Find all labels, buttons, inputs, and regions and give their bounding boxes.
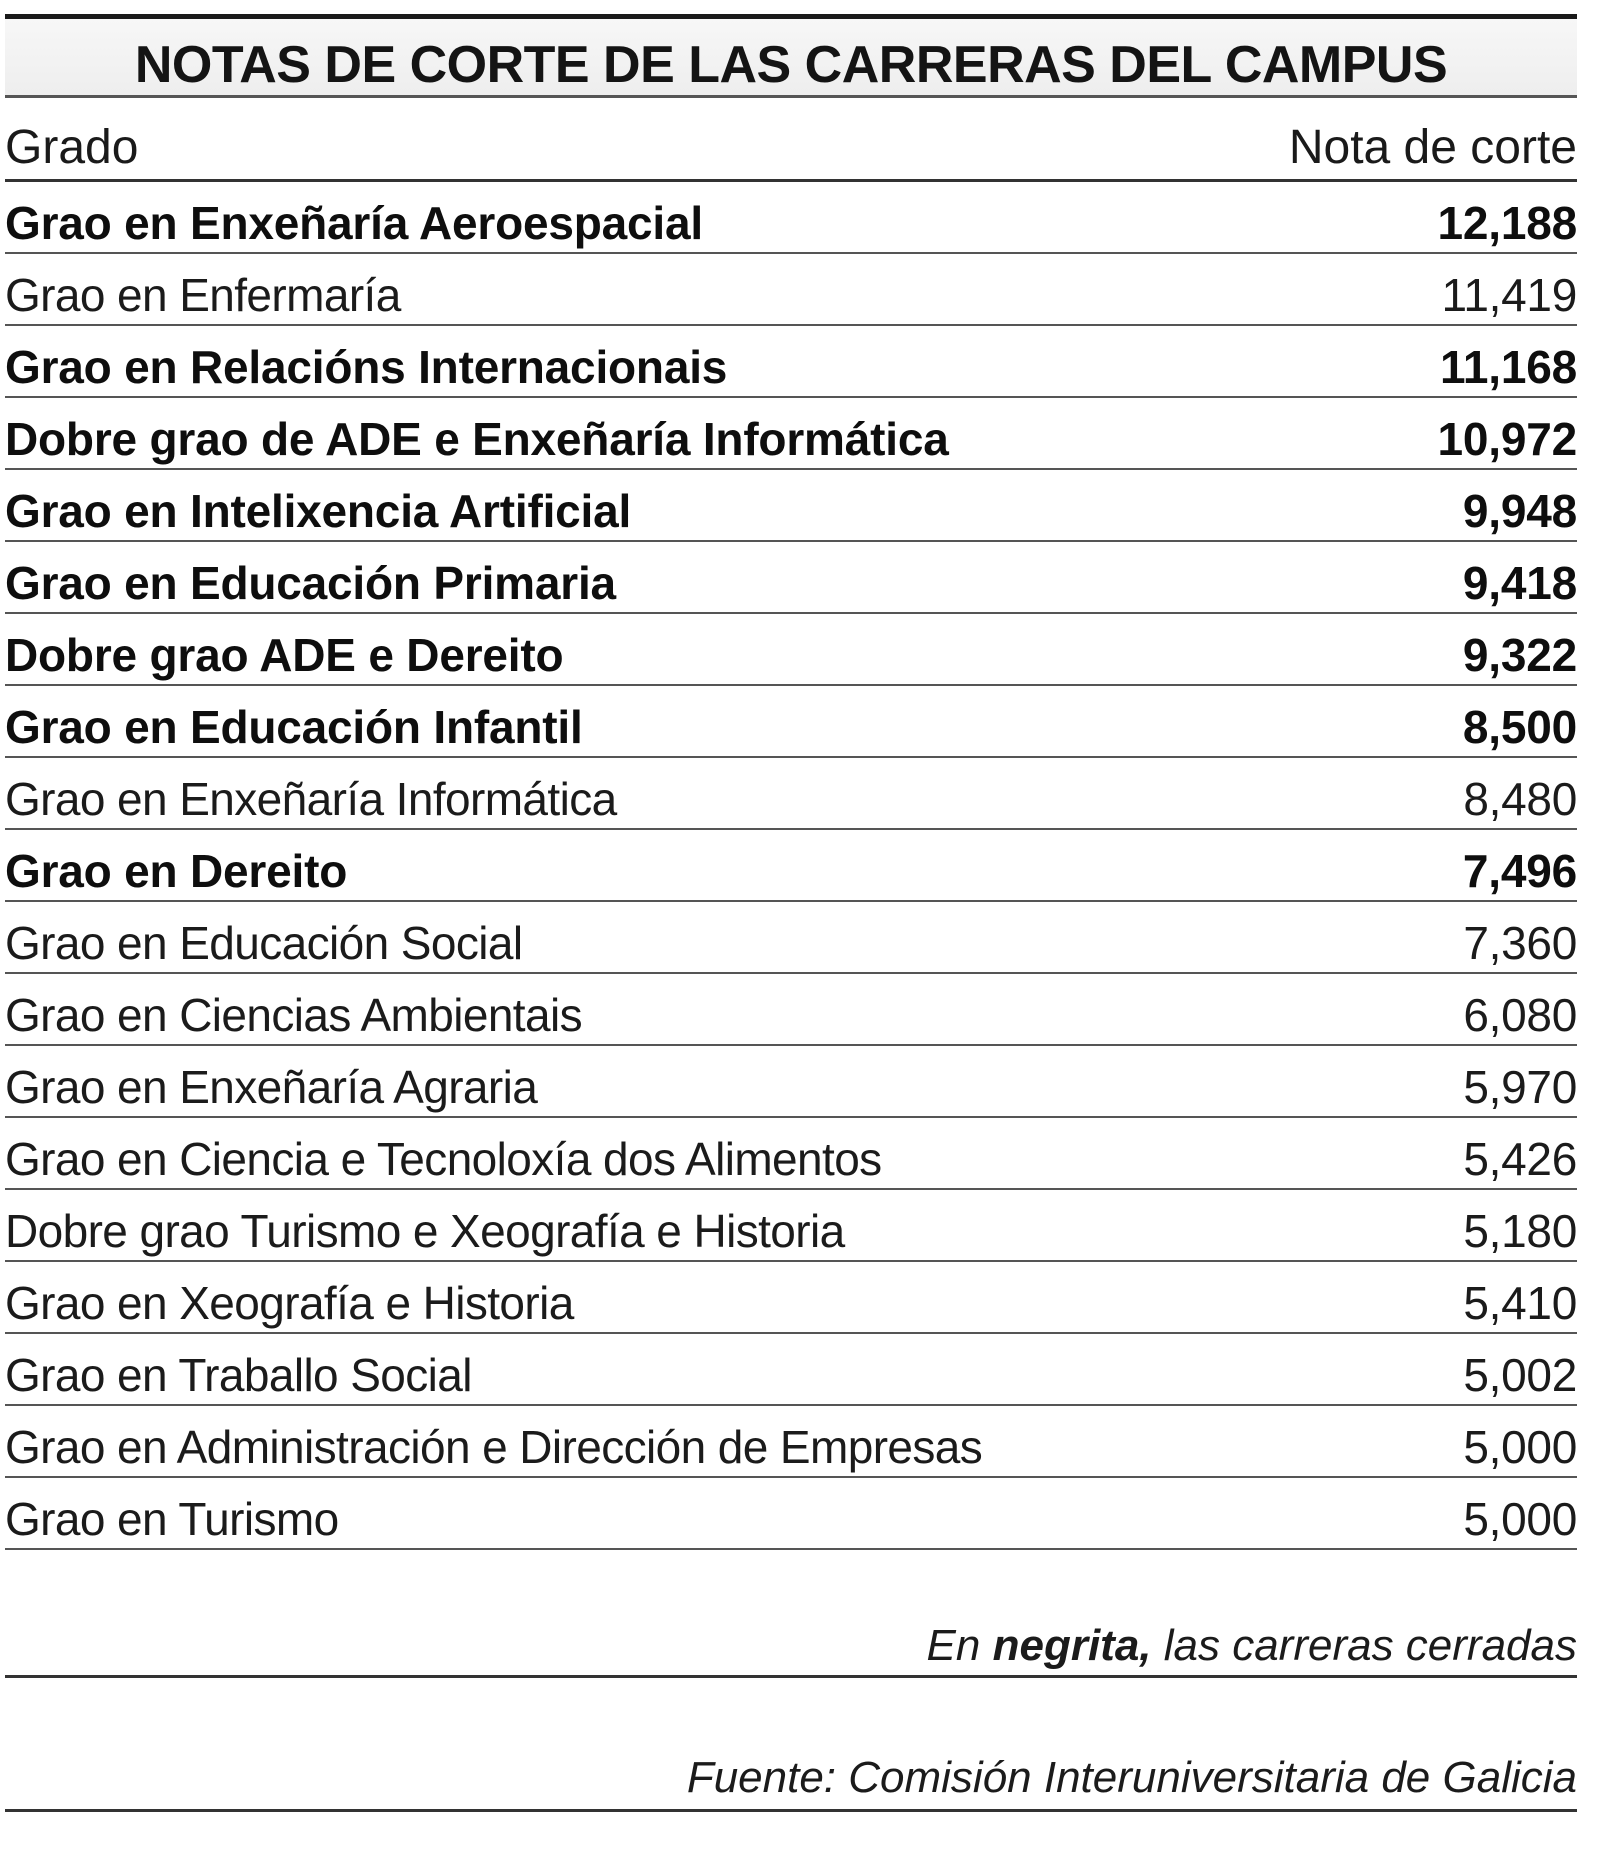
table-row xyxy=(5,758,1577,830)
cutoff-value: 5,410 xyxy=(1463,1277,1577,1329)
degree-name: Grao en Turismo xyxy=(5,1493,339,1545)
title-bar xyxy=(5,14,1577,98)
degree-name: Dobre grao Turismo e Xeografía e Historia xyxy=(5,1205,845,1257)
note-bold: negrita, xyxy=(992,1621,1152,1670)
degree-name: Grao en Relacións Internacionais xyxy=(5,341,728,393)
source-text: Fuente: Comisión Interuniversitaria de Galicia xyxy=(686,1753,1577,1802)
table-row xyxy=(5,1478,1577,1550)
table-row xyxy=(5,1334,1577,1406)
degree-name: Grao en Educación Infantil xyxy=(5,701,583,753)
page-title: NOTAS DE CORTE DE LAS CARRERAS DEL CAMPUS xyxy=(134,36,1448,94)
table-row xyxy=(5,830,1577,902)
legend-note-text xyxy=(927,1621,1577,1671)
table-row xyxy=(5,1406,1577,1478)
column-header-grado: Grado xyxy=(5,121,139,174)
table-row xyxy=(5,1046,1577,1118)
degree-name: Grao en Ciencias Ambientais xyxy=(5,989,582,1041)
table-row xyxy=(5,614,1577,686)
table-row xyxy=(5,542,1577,614)
cutoff-value: 5,426 xyxy=(1463,1133,1577,1185)
degree-name: Grao en Enxeñaría Agraria xyxy=(5,1061,538,1113)
degree-name: Grao en Educación Primaria xyxy=(5,557,616,609)
cutoff-value: 11,168 xyxy=(1440,341,1577,393)
cutoff-value: 5,002 xyxy=(1463,1349,1577,1401)
table-body xyxy=(5,182,1577,1550)
degree-name: Grao en Traballo Social xyxy=(5,1349,472,1401)
cutoff-value: 8,500 xyxy=(1462,701,1577,753)
table-row xyxy=(5,398,1577,470)
degree-name: Dobre grao de ADE e Enxeñaría Informática xyxy=(5,413,949,465)
degree-name: Dobre grao ADE e Dereito xyxy=(5,629,564,681)
source-line xyxy=(5,1730,1577,1812)
table-row xyxy=(5,182,1577,254)
cutoff-table xyxy=(5,104,1577,1550)
table-row xyxy=(5,1118,1577,1190)
degree-name: Grao en Educación Social xyxy=(5,917,523,969)
column-header-nota: Nota de corte xyxy=(1288,121,1577,174)
table-row xyxy=(5,686,1577,758)
cutoff-value: 9,418 xyxy=(1462,557,1577,609)
degree-name: Grao en Xeografía e Historia xyxy=(5,1277,574,1329)
table-row xyxy=(5,902,1577,974)
degree-name: Grao en Intelixencia Artificial xyxy=(5,485,632,537)
note-suffix: las carreras cerradas xyxy=(1151,1621,1577,1670)
degree-name: Grao en Enfermaría xyxy=(5,269,401,321)
degree-name: Grao en Enxeñaría Informática xyxy=(5,773,617,825)
cutoff-value: 6,080 xyxy=(1463,989,1577,1041)
cutoff-value: 9,322 xyxy=(1462,629,1577,681)
table-row xyxy=(5,326,1577,398)
cutoff-value: 5,970 xyxy=(1463,1061,1577,1113)
table-row xyxy=(5,974,1577,1046)
degree-name: Grao en Enxeñaría Aeroespacial xyxy=(5,197,703,249)
cutoff-value: 11,419 xyxy=(1441,269,1577,321)
table-header xyxy=(5,104,1577,182)
table-row xyxy=(5,1190,1577,1262)
cutoff-value: 5,000 xyxy=(1463,1493,1577,1545)
table-row xyxy=(5,254,1577,326)
cutoff-value: 7,496 xyxy=(1462,845,1577,897)
cutoff-value: 5,180 xyxy=(1463,1205,1577,1257)
table-row xyxy=(5,1262,1577,1334)
cutoff-value: 7,360 xyxy=(1463,917,1577,969)
cutoff-value: 5,000 xyxy=(1463,1421,1577,1473)
cutoff-value: 8,480 xyxy=(1463,773,1577,825)
degree-name: Grao en Ciencia e Tecnoloxía dos Alimentos xyxy=(5,1133,882,1185)
note-prefix: En xyxy=(926,1621,993,1670)
cutoff-value: 12,188 xyxy=(1437,197,1577,249)
degree-name: Grao en Dereito xyxy=(5,845,348,897)
table-row xyxy=(5,470,1577,542)
degree-name: Grao en Administración e Dirección de Empresas xyxy=(5,1421,983,1473)
cutoff-value: 9,948 xyxy=(1462,485,1577,537)
cutoff-value: 10,972 xyxy=(1437,413,1577,465)
legend-note xyxy=(5,1600,1577,1678)
